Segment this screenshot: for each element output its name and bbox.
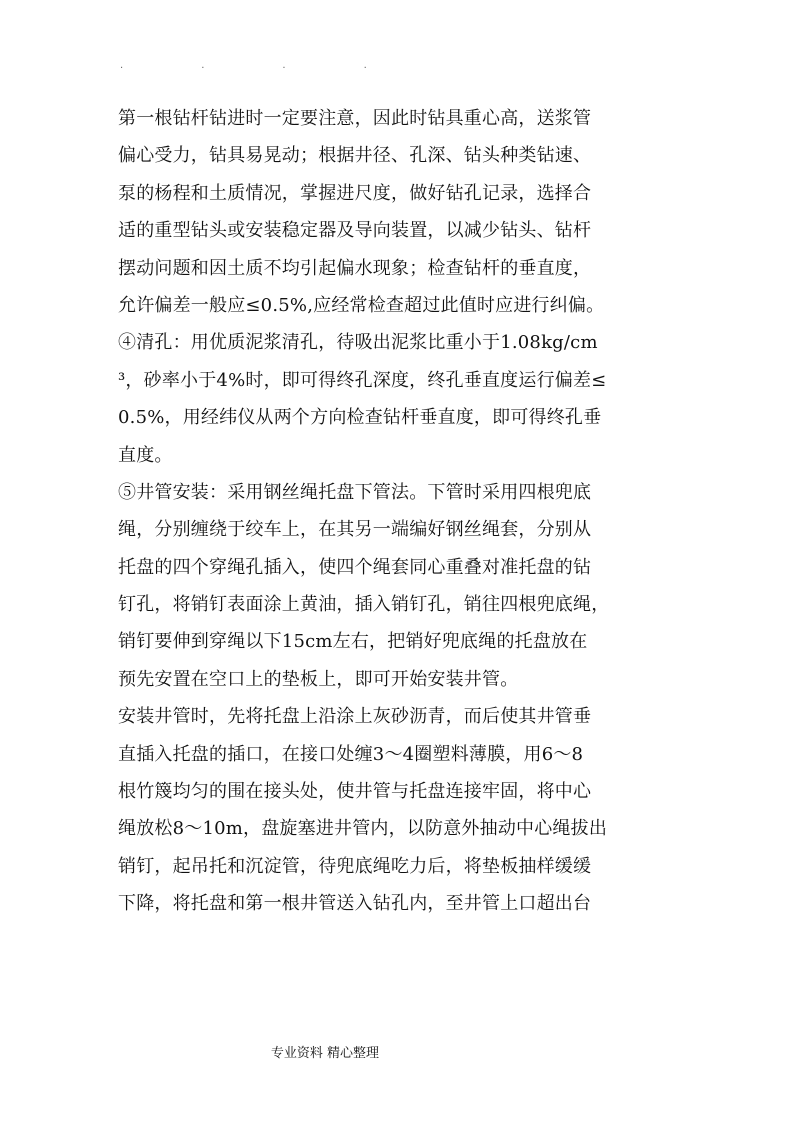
text-line: 钉孔，将销钉表面涂上黄油，插入销钉孔，销往四根兜底绳， — [118, 594, 610, 616]
header-dot: . — [282, 60, 286, 71]
text-line: 销钉要伸到穿绳以下15cm左右，把销好兜底绳的托盘放在 — [118, 631, 588, 653]
text-line: 0.5%，用经纬仪从两个方向检查钻杆垂直度，即可得终孔垂 — [118, 407, 602, 429]
text-line: 安装井管时，先将托盘上沿涂上灰砂沥青，而后使其井管垂 — [118, 706, 592, 728]
header-dot: . — [363, 60, 367, 71]
header-dots — [120, 58, 400, 74]
text-line: 偏心受力，钻具易晃动；根据井径、孔深、钻头种类钻速、 — [118, 145, 592, 167]
text-line: 直度。 — [118, 444, 173, 466]
header-dot: . — [201, 60, 205, 71]
body-text — [118, 100, 678, 923]
text-line: 下降，将托盘和第一根井管送入钻孔内，至井管上口超出台 — [118, 893, 592, 915]
text-line: ³，砂率小于4%时，即可得终孔深度，终孔垂直度运行偏差≤ — [118, 369, 607, 391]
text-line: 直插入托盘的插口，在接口处缠3～4圈塑料薄膜，用6～8 — [118, 743, 584, 765]
text-line: 绳放松8～10m，盘旋塞进井管内，以防意外抽动中心绳拔出 — [118, 818, 608, 840]
page-footer: 专业资料 精心整理 — [270, 1046, 380, 1061]
text-line: 托盘的四个穿绳孔插入，使四个绳套同心重叠对准托盘的钻 — [118, 556, 592, 578]
text-line: 摆动问题和因土质不均引起偏水现象；检查钻杆的垂直度， — [118, 257, 592, 279]
text-line: 销钉，起吊托和沉淀管，待兜底绳吃力后，将垫板抽样缓缓 — [118, 855, 592, 877]
text-line: 绳，分别缠绕于绞车上，在其另一端编好钢丝绳套，分别从 — [118, 519, 592, 541]
text-line: 适的重型钻头或安装稳定器及导向装置，以减少钻头、钻杆 — [118, 220, 592, 242]
text-line: 允许偏差一般应≤0.5%,应经常检查超过此值时应进行纠偏。 — [118, 294, 605, 316]
text-line: 第一根钻杆钻进时一定要注意，因此时钻具重心高，送浆管 — [118, 108, 592, 129]
text-line: 预先安置在空口上的垫板上，即可开始安装井管。 — [118, 668, 519, 690]
text-line: 泵的杨程和土质情况，掌握进尺度，做好钻孔记录，选择合 — [118, 182, 592, 204]
text-line: 根竹篾均匀的围在接头处，使井管与托盘连接牢固，将中心 — [118, 781, 592, 803]
text-line: ⑤井管安装：采用钢丝绳托盘下管法。下管时采用四根兜底 — [118, 481, 592, 503]
header-dot: . — [120, 60, 124, 71]
text-line: ④清孔：用优质泥浆清孔，待吸出泥浆比重小于1.08kg/cm — [118, 332, 598, 354]
